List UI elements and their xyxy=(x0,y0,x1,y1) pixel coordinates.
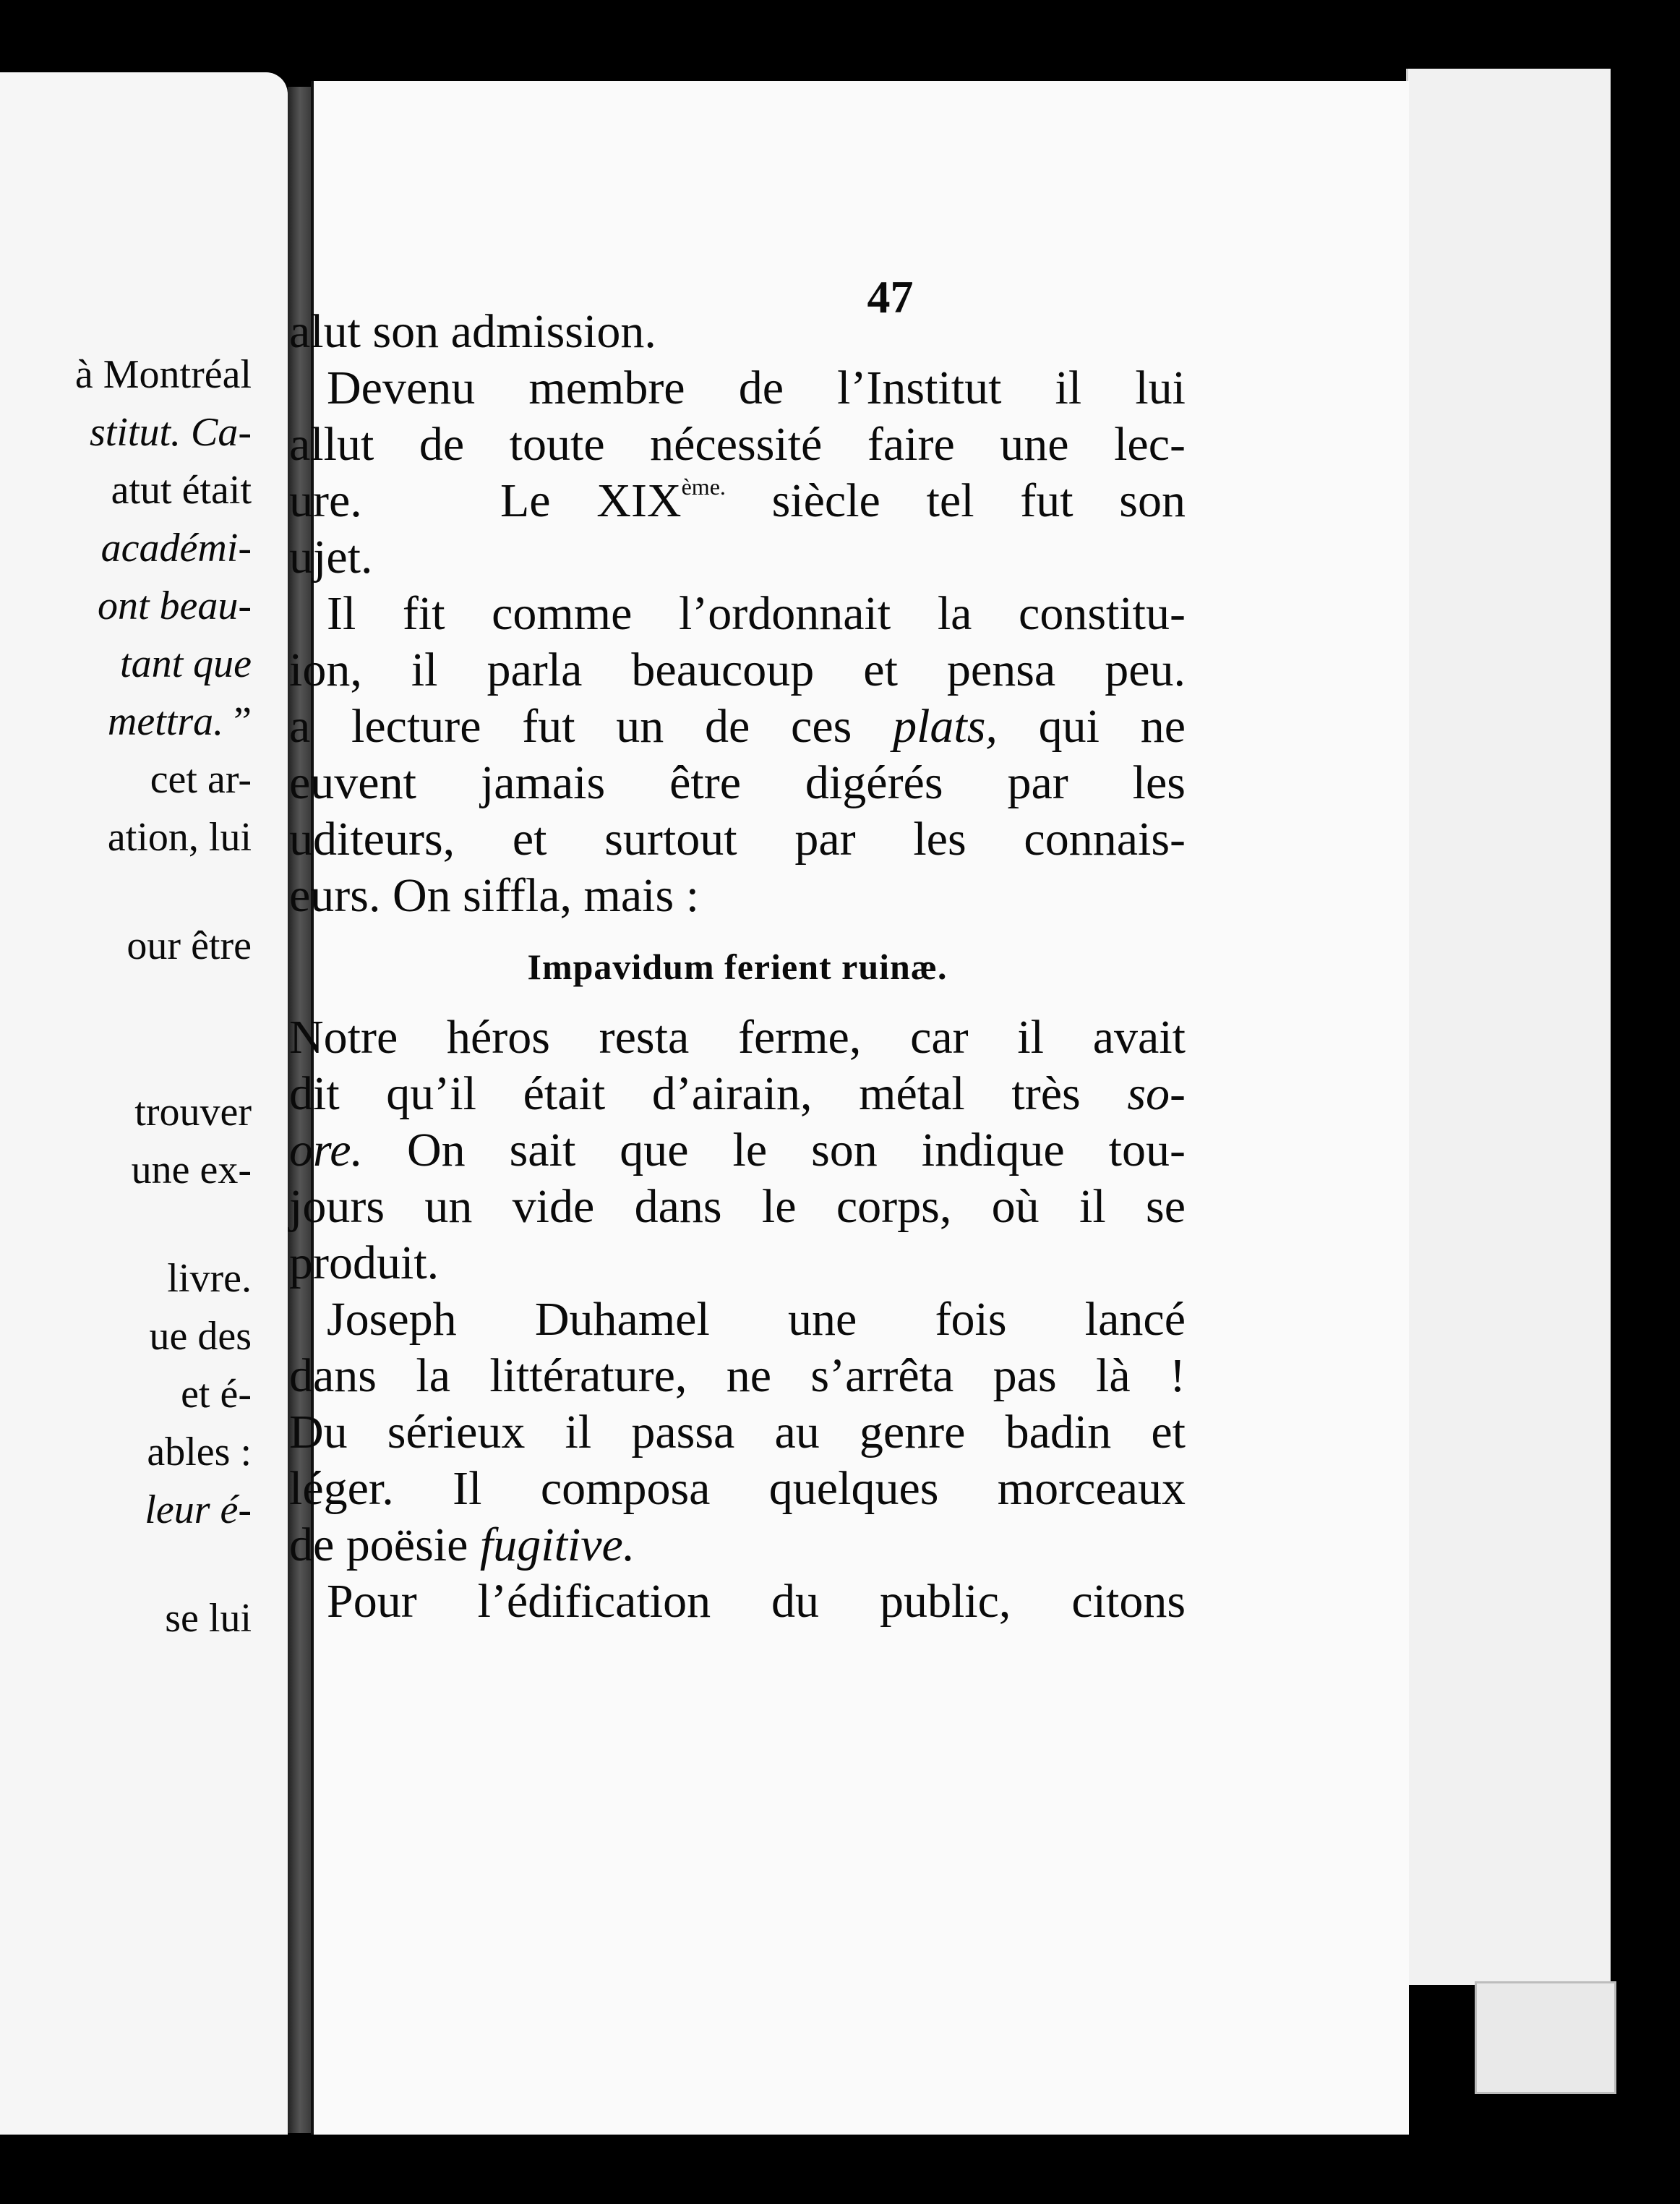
text-line: dans la littérature, ne s’arrêta pas là ! xyxy=(289,1349,1186,1402)
left-line: tant que xyxy=(120,641,252,686)
left-line: trouver xyxy=(134,1090,252,1135)
latin-quote: Impavidum ferient ruinæ. xyxy=(527,947,948,987)
text-line: allut de toute nécessité faire une lec- xyxy=(289,418,1186,471)
left-line: cet ar- xyxy=(150,757,252,802)
text-line: euvent jamais être digérés par les xyxy=(289,756,1186,809)
text-line: ujet. xyxy=(289,531,373,584)
left-line: livre. xyxy=(167,1256,252,1301)
text-line: jours un vide dans le corps, où il se xyxy=(289,1180,1186,1233)
text-line: de poësie fugitive. xyxy=(289,1519,635,1571)
text-line: produit. xyxy=(289,1236,440,1289)
left-line: atut était xyxy=(111,468,252,513)
text-line: Pour l’édification du public, citons xyxy=(327,1575,1186,1628)
text-line: uditeurs, et surtout par les connais- xyxy=(289,813,1186,866)
left-line: et é- xyxy=(181,1372,252,1417)
text-line: ure. Le $XIX^{ème.}$ siècle tel fut son xyxy=(289,474,1186,527)
body-text xyxy=(289,304,1186,1630)
page-edge xyxy=(1406,69,1611,1985)
left-line: mettra. ” xyxy=(107,699,252,744)
page-edge-strip xyxy=(1475,1981,1616,2094)
left-line: stitut. Ca- xyxy=(89,410,252,455)
left-line: une ex- xyxy=(131,1148,252,1192)
text-line: léger. Il composa quelques morceaux xyxy=(289,1462,1186,1515)
left-line: leur é- xyxy=(145,1487,252,1532)
text-line: eurs. On siffla, mais : xyxy=(289,869,700,922)
text-line: a lecture fut un de ces plats, qui ne xyxy=(289,700,1186,753)
text-line: Il fit comme l’ordonnait la constitu- xyxy=(327,587,1186,640)
left-line: se lui xyxy=(165,1596,252,1641)
page-number: 47 xyxy=(867,271,914,323)
left-line: académi- xyxy=(100,526,252,571)
text-line: ion, il parla beaucoup et pensa peu. xyxy=(289,644,1186,696)
left-line: à Montréal xyxy=(74,352,252,397)
text-line: Notre héros resta ferme, car il avait xyxy=(289,1011,1186,1064)
text-line: ore. On sait que le son indique tou- xyxy=(289,1124,1186,1176)
left-line: ont beau- xyxy=(97,584,252,628)
text-line: Devenu membre de l’Institut il lui xyxy=(327,362,1186,414)
left-line: ables : xyxy=(147,1430,252,1474)
left-line: ue des xyxy=(149,1314,252,1359)
left-line: our être xyxy=(127,923,252,968)
text-line: alut son admission. xyxy=(289,305,656,358)
text-line: dit qu’il était d’airain, métal très so- xyxy=(289,1067,1186,1120)
text-line: Du sérieux il passa au genre badin et xyxy=(289,1406,1186,1458)
left-line: ation, lui xyxy=(107,815,252,860)
text-line: Joseph Duhamel une fois lancé xyxy=(327,1293,1186,1346)
left-facing-page xyxy=(0,72,288,2135)
